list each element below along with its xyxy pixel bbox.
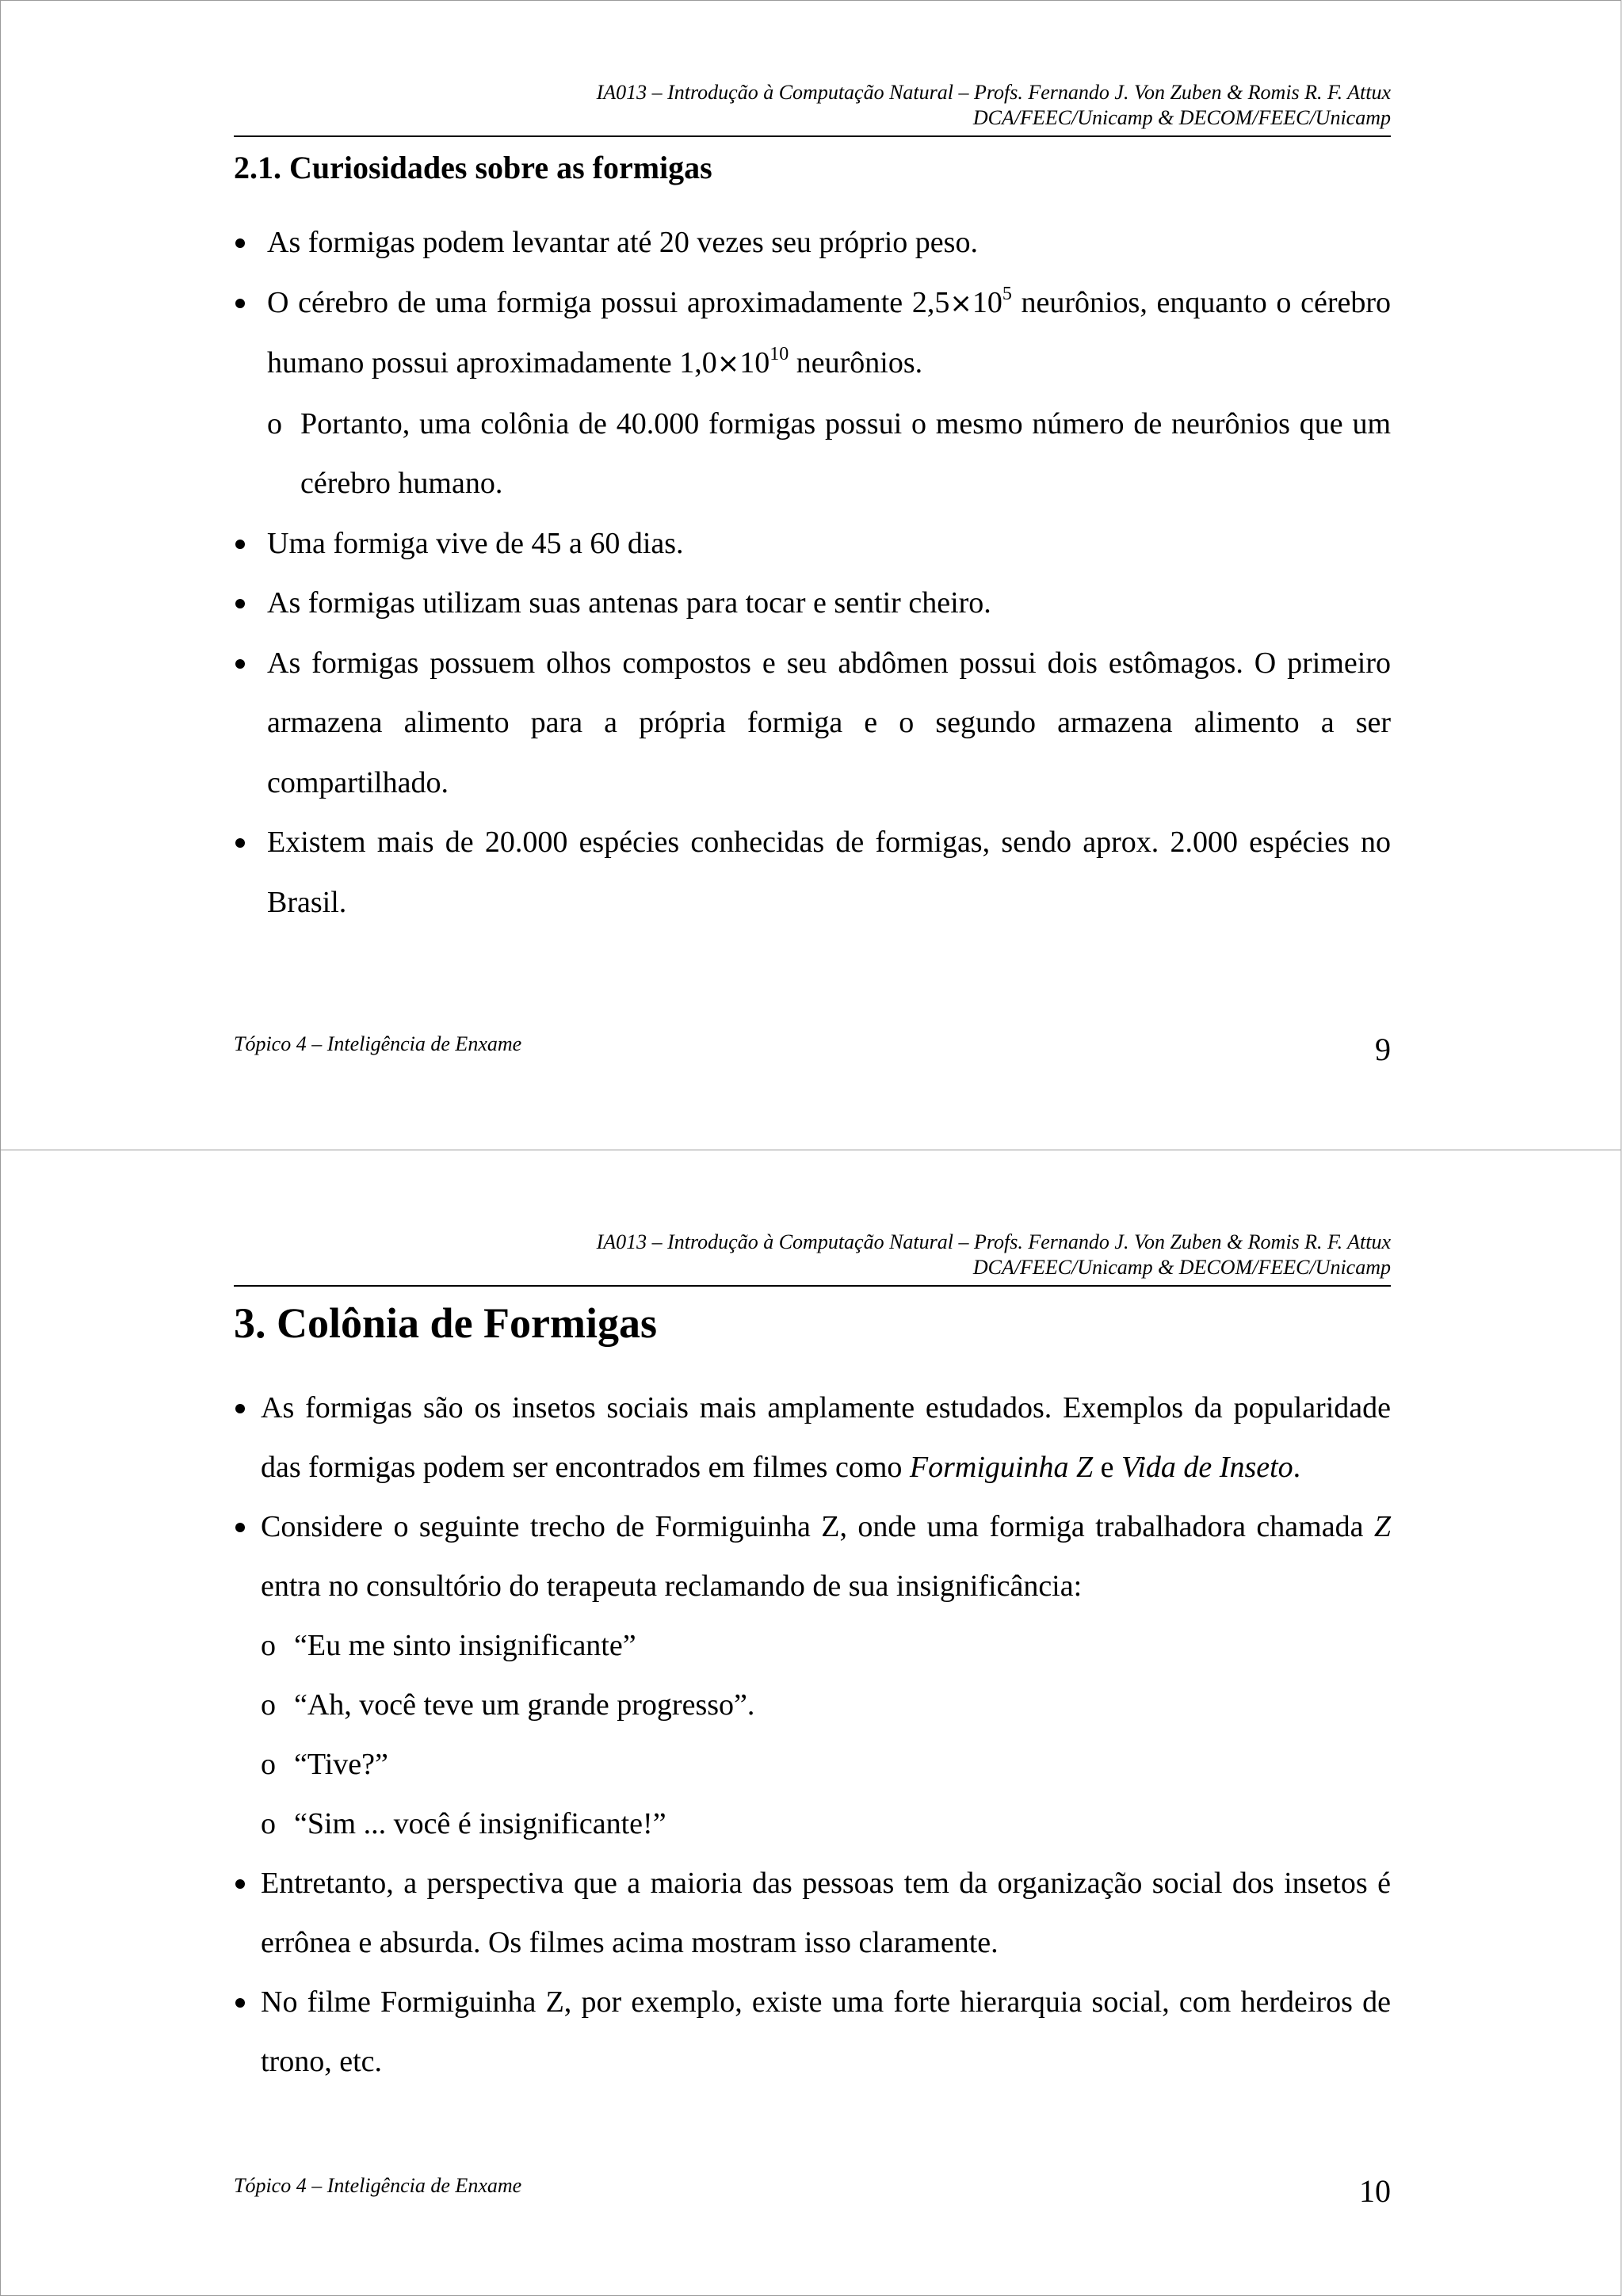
bullet-text: Existem mais de 20.000 espécies conhecidas de formigas, sendo aprox. 2.000 espécies no Brasil.	[267, 826, 1391, 919]
slide-title: 2.1. Curiosidades sobre as formigas	[234, 150, 712, 185]
power-base: 10	[739, 346, 770, 379]
bullet-text: As formigas possuem olhos compostos e seu abdômen possui dois estômagos. O primeiro armazena alimento para a própria formiga e o segundo armazena alimento a ser compartilhado.	[267, 646, 1391, 799]
quote-text: “Tive?”	[294, 1748, 388, 1781]
power-base: 10	[972, 285, 1002, 319]
bullet-text: Entretanto, a perspectiva que a maioria das pessoas tem da organização social dos insetos é errônea e absurda. Os filmes acima mostram isso claramente.	[261, 1867, 1391, 1959]
bullet-text: entra no consultório do terapeuta reclamando de sua insignificância:	[261, 1569, 1083, 1603]
quote-text: “Sim ... você é insignificante!”	[294, 1807, 666, 1840]
power-exponent: 5	[1002, 283, 1012, 304]
header-dept-line: DCA/FEEC/Unicamp & DECOM/FEEC/Unicamp	[972, 1256, 1391, 1279]
bullet-item	[234, 634, 1391, 814]
bullet-item	[234, 1854, 1391, 1973]
bullet-text: No filme Formiguinha Z, por exemplo, existe uma forte hierarquia social, com herdeiros de trono, etc.	[261, 1985, 1391, 2078]
bullet-item	[234, 1973, 1391, 2092]
sub-bullet-marker: o	[261, 1807, 276, 1840]
movie-title: Vida de Inseto	[1121, 1451, 1293, 1484]
sub-bullet-item	[261, 1616, 1391, 1676]
bullet-text: neurônios.	[789, 346, 923, 379]
header-course-line: IA013 – Introdução à Computação Natural – Profs. Fernando J. Von Zuben & Romis R. F. Attux	[596, 1230, 1391, 1253]
slide-content	[234, 1379, 1391, 2092]
power-exponent: 10	[769, 344, 789, 364]
header-divider	[234, 135, 1391, 137]
sub-bullet-item	[261, 1676, 1391, 1735]
bullet-text: neurônios, enquanto o cérebro humano possui aproximadamente 1,0	[267, 285, 1391, 379]
page-number: 10	[1359, 2173, 1391, 2209]
footer-topic: Tópico 4 – Inteligência de Enxame	[234, 1032, 522, 1055]
bullet-text: Considere o seguinte trecho de Formiguinha Z, onde uma formiga trabalhadora chamada	[261, 1510, 1374, 1543]
slide-content	[234, 213, 1391, 933]
sub-bullet-item	[267, 395, 1391, 514]
quote-text: “Ah, você teve um grande progresso”.	[294, 1688, 755, 1722]
slide-title: 3. Colônia de Formigas	[234, 1299, 657, 1347]
bullet-text: Uma formiga vive de 45 a 60 dias.	[267, 526, 684, 560]
bullet-item	[234, 813, 1391, 933]
sub-bullet-marker: o	[261, 1688, 276, 1722]
bullet-item	[234, 1497, 1391, 1616]
movie-title: Formiguinha Z	[909, 1451, 1094, 1484]
slide-header	[597, 1230, 1391, 1280]
bullet-item	[234, 1379, 1391, 1497]
page-number: 9	[1375, 1032, 1391, 1067]
character-name: Z	[1373, 1510, 1391, 1543]
quote-text: “Eu me sinto insignificante”	[294, 1629, 636, 1662]
bullet-item	[234, 213, 1391, 273]
sub-bullet-marker: o	[267, 406, 282, 441]
footer-topic: Tópico 4 – Inteligência de Enxame	[234, 2174, 522, 2197]
sub-bullet-item	[261, 1794, 1391, 1854]
bullet-text: .	[1293, 1451, 1301, 1484]
sub-bullet-marker: o	[261, 1629, 276, 1662]
sub-bullet-item	[261, 1735, 1391, 1794]
bullet-text: As formigas são os insetos sociais mais amplamente estudados. Exemplos da popularidade das formigas podem ser encontrados em filmes como	[261, 1391, 1391, 1484]
times-symbol: ×	[949, 287, 972, 319]
times-symbol: ×	[716, 348, 740, 379]
slide-header	[597, 80, 1391, 131]
bullet-text: O cérebro de uma formiga possui aproximadamente 2,5	[267, 285, 950, 319]
bullet-text: e	[1093, 1451, 1121, 1484]
header-dept-line: DCA/FEEC/Unicamp & DECOM/FEEC/Unicamp	[972, 106, 1391, 129]
bullet-item	[234, 514, 1391, 574]
header-course-line: IA013 – Introdução à Computação Natural – Profs. Fernando J. Von Zuben & Romis R. F. Attux	[596, 81, 1391, 104]
slide-page-10	[0, 1150, 1621, 2296]
bullet-text: As formigas podem levantar até 20 vezes seu próprio peso.	[267, 226, 978, 259]
sub-bullet-marker: o	[261, 1748, 276, 1781]
bullet-text: As formigas utilizam suas antenas para tocar e sentir cheiro.	[267, 586, 991, 620]
bullet-item	[234, 574, 1391, 634]
bullet-item	[234, 273, 1391, 395]
sub-bullet-text: Portanto, uma colônia de 40.000 formigas possui o mesmo número de neurônios que um cérebro humano.	[300, 406, 1391, 500]
header-divider	[234, 1285, 1391, 1287]
